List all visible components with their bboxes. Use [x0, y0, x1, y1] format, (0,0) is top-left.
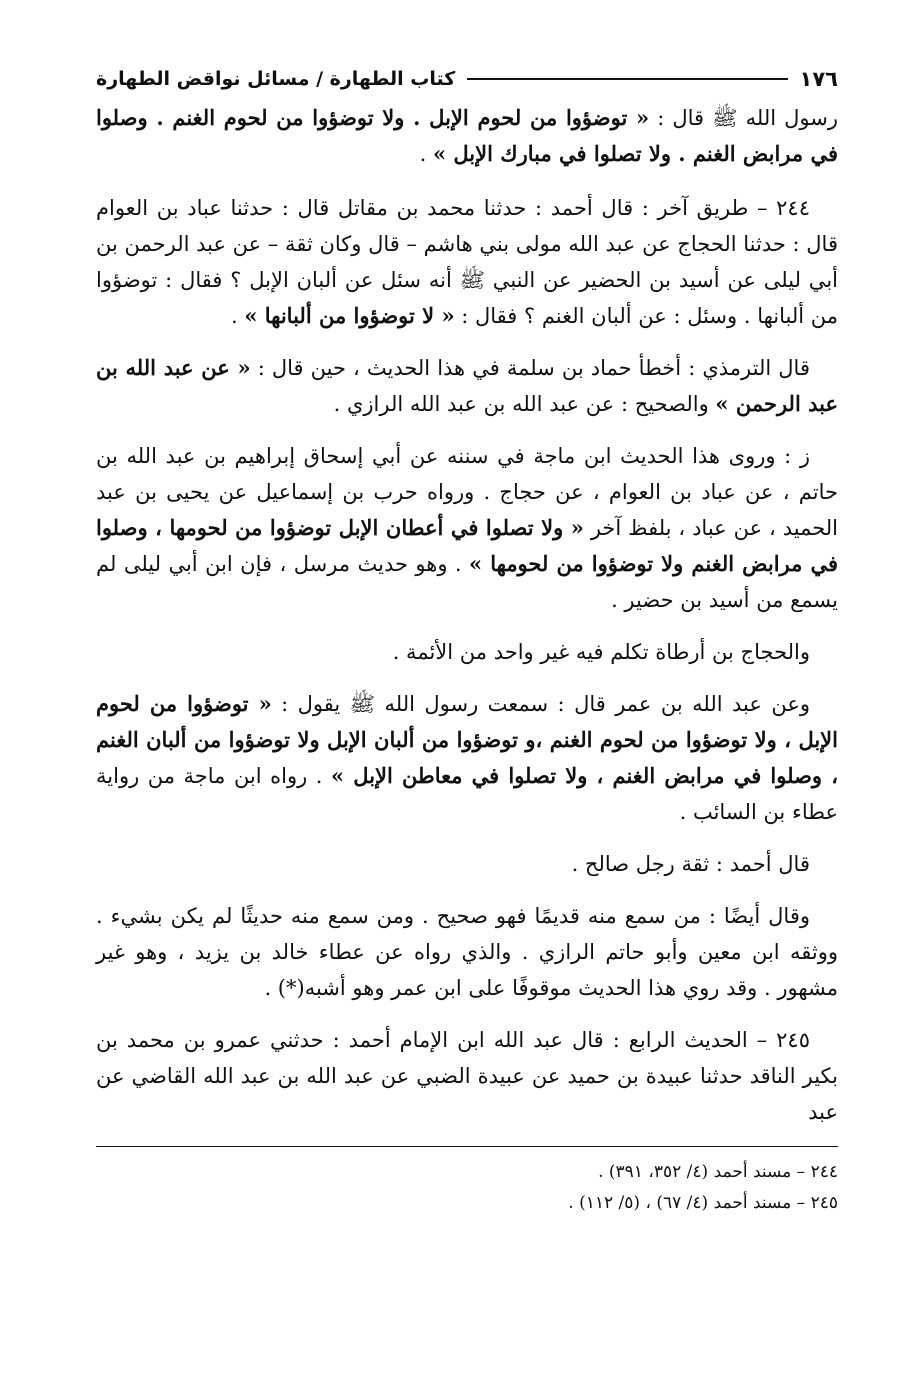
- paragraph-hadith-245: [96, 1022, 838, 1130]
- hadith-quote: « عن عبد الله بن عبد الرحمن »: [96, 355, 838, 416]
- paragraph-text: قال الترمذي : أخطأ حماد بن سلمة في هذا الحديث ، حين قال :: [250, 356, 810, 380]
- footnote-divider: [96, 1146, 838, 1147]
- paragraph-also-said: [96, 898, 838, 1006]
- book-title: كتاب الطهارة / مسائل نواقض الطهارة: [96, 68, 456, 90]
- hadith-quote: « توضؤوا من لحوم الإبل ، ولا توضؤوا من لحوم الغنم ،و توضؤوا من ألبان الإبل ولا توضؤوا من ألبان الغنم ، وصلوا في مرابض الغنم ، ولا تصلوا في معاطن الإبل »: [96, 691, 838, 788]
- paragraph-tirmidhi: [96, 350, 838, 422]
- paragraph-text: والحجاج بن أرطاة تكلم فيه غير واحد من الأئمة .: [392, 640, 810, 664]
- book-page: [96, 64, 838, 1219]
- footnote-245: ٢٤٥ – مسند أحمد (٤/ ٦٧) ، (٥/ ١١٢) .: [568, 1193, 838, 1213]
- hadith-quote: « توضؤوا من لحوم الإبل . ولا توضؤوا من لحوم الغنم . وصلوا في مرابض الغنم . ولا تصلوا في مبارك الإبل »: [96, 105, 838, 166]
- paragraph-hajjaj: [96, 634, 838, 670]
- paragraph-text: قال أحمد : ثقة رجل صالح .: [571, 852, 810, 876]
- paragraph-text-tail: . وهو حديث مرسل ، فإن ابن أبي ليلى لم يسمع من أسيد بن حضير .: [96, 552, 838, 612]
- paragraph-text-tail: . رواه ابن ماجة من رواية عطاء بن السائب .: [96, 764, 838, 824]
- paragraph-text-tail: والصحيح : عن عبد الله بن عبد الله الرازي .: [333, 392, 716, 416]
- page-number: ١٧٦: [799, 67, 838, 91]
- header-rule: [467, 78, 787, 80]
- paragraph-ibn-umar: [96, 686, 838, 830]
- footnotes: [96, 1157, 838, 1219]
- paragraph-hadith-244: [96, 190, 838, 334]
- running-head: [96, 64, 838, 94]
- paragraph-text: ٢٤٤ – طريق آخر : قال أحمد : حدثنا محمد بن مقاتل قال : حدثنا عباد بن العوام قال : حدثنا الحجاج عن عبد الله مولى بني هاشم – قال وكان ثقة – عن عبد الرحمن بن أبي ليلى عن أسيد بن الحضير عن النبي ﷺ أنه سئل عن ألبان الإبل ؟ فقال : توضؤوا من ألبانها . وسئل : عن ألبان الغنم ؟ فقال :: [96, 196, 838, 328]
- paragraph-text: وعن عبد الله بن عمر قال : سمعت رسول الله ﷺ يقول :: [271, 692, 811, 716]
- paragraph-text: ٢٤٥ – الحديث الرابع : قال عبد الله ابن الإمام أحمد : حدثني عمرو بن محمد بن بكير الناقد حدثنا عبيدة بن حميد عن عبيدة الضبي عن عبد الله بن عبد الله القاضي عن عبد: [96, 1028, 838, 1124]
- hadith-quote: « لا توضؤوا من ألبانها »: [244, 303, 455, 328]
- paragraph-text-tail: .: [419, 142, 433, 166]
- hadith-quote: « ولا تصلوا في أعطان الإبل توضؤوا من لحومها ، وصلوا في مرابض الغنم ولا توضؤوا من لحومها »: [96, 515, 838, 576]
- paragraph-text: ز : وروى هذا الحديث ابن ماجة في سننه عن أبي إسحاق إبراهيم بن عبد الله بن حاتم ، عن عباد بن العوام ، عن حجاج . ورواه حرب بن إسماعيل عن يحيى بن عبد الحميد ، عن عباد ، بلفظ آخر: [96, 444, 838, 540]
- paragraph-text: وقال أيضًا : من سمع منه قديمًا فهو صحيح . ومن سمع منه حديثًا لم يكن بشيء . ووثقه ابن معين وأبو حاتم الرازي . والذي رواه عن عطاء خالد بن يزيد ، وهو غير مشهور . وقد روي هذا الحديث موقوفًا على ابن عمر وهو أشبه(*) .: [96, 904, 838, 1000]
- paragraph-text-tail: .: [230, 304, 245, 328]
- body-text: [96, 100, 838, 1130]
- paragraph-text: رسول الله ﷺ قال :: [649, 106, 838, 130]
- paragraph-continuation: [96, 100, 838, 172]
- paragraph-addition: [96, 438, 838, 618]
- paragraph-ahmad-opinion: [96, 846, 838, 882]
- footnote-244: ٢٤٤ – مسند أحمد (٤/ ٣٥٢، ٣٩١) .: [598, 1162, 838, 1182]
